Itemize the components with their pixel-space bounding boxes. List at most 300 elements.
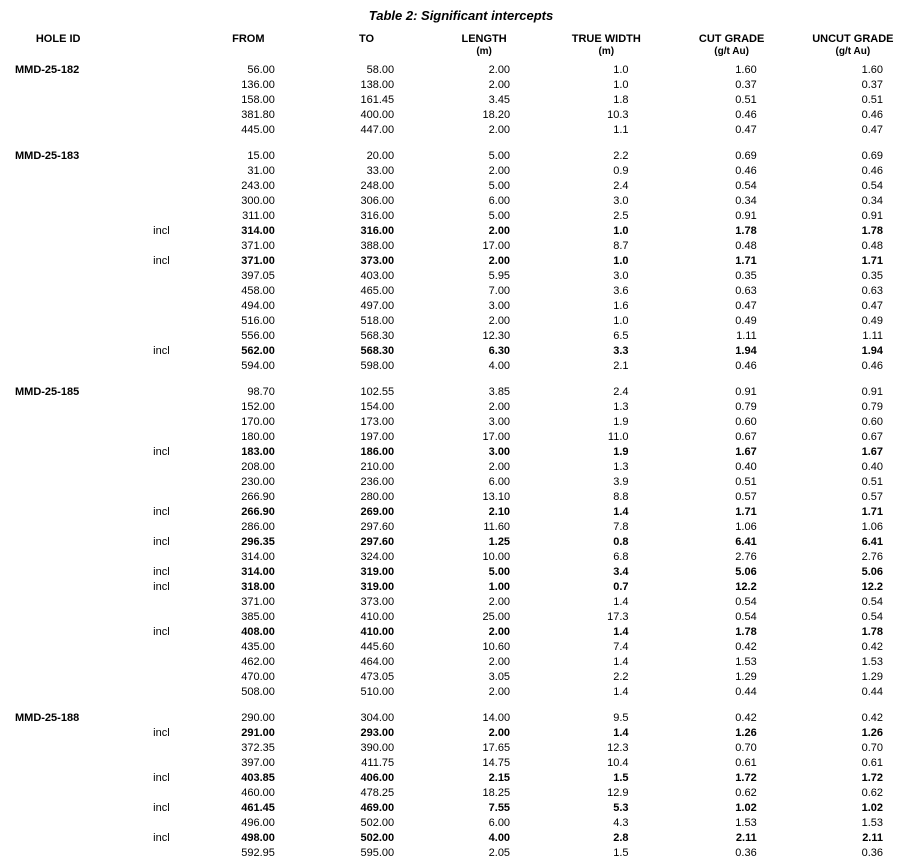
cell-length: 2.00 [488,79,511,92]
cell-uncut-grade: 0.57 [861,491,883,504]
table-row [11,550,911,565]
cell-to: 465.00 [360,285,395,298]
table-row [11,239,911,254]
cell-length: 2.00 [488,64,511,77]
cell-incl: incl [153,225,170,238]
cell-hole-id [11,475,105,490]
document-page [0,8,922,860]
table-row-spacer [11,700,911,711]
table-row [11,93,911,108]
cell-true-width: 2.2 [613,150,629,163]
cell-true-width: 12.9 [607,787,629,800]
cell-length: 2.00 [488,225,511,238]
table-row [11,831,911,846]
cell-to: 403.00 [360,270,395,283]
cell-true-width: 1.4 [613,686,629,699]
cell-cut-grade: 0.35 [735,270,757,283]
cell-length: 2.05 [488,847,511,860]
cell-length: 11.60 [483,521,511,534]
table-row [11,610,911,625]
cell-true-width: 1.3 [613,401,629,414]
cell-cut-grade: 0.51 [735,94,757,107]
table-row [11,269,911,284]
column-header-uncut-grade [795,33,911,63]
cell-hole-id [11,816,105,831]
cell-cut-grade: 0.57 [735,491,757,504]
cell-to: 478.25 [360,787,395,800]
cell-incl [105,314,183,329]
cell-uncut-grade: 0.34 [861,195,883,208]
cell-cut-grade: 2.76 [735,551,757,564]
table-row [11,786,911,801]
spacer-cell [11,138,911,149]
cell-uncut-grade: 0.63 [861,285,883,298]
cell-cut-grade: 1.78 [735,225,757,238]
cell-length: 6.00 [488,476,511,489]
cell-hole-id [11,640,105,655]
cell-to: 497.00 [360,300,395,313]
cell-true-width: 1.0 [613,79,629,92]
table-row [11,78,911,93]
cell-true-width: 11.0 [607,431,629,444]
cell-to: 20.00 [366,150,395,163]
cell-cut-grade: 1.67 [735,446,757,459]
table-row [11,726,911,741]
cell-uncut-grade: 0.46 [861,360,883,373]
cell-uncut-grade: 1.11 [862,330,883,343]
cell-true-width: 3.6 [613,285,629,298]
cell-cut-grade: 1.53 [735,817,757,830]
column-header-cut-grade-label: CUT GRADE [698,33,765,45]
table-row [11,224,911,239]
cell-from: 470.00 [241,671,275,684]
cell-to: 280.00 [360,491,395,504]
cell-uncut-grade: 0.67 [861,431,883,444]
cell-length: 17.65 [482,742,511,755]
cell-hole-id [11,284,105,299]
cell-incl [105,108,183,123]
cell-uncut-grade: 1.71 [861,255,883,268]
cell-true-width: 1.0 [613,315,629,328]
table-row [11,344,911,359]
cell-length: 2.10 [488,506,511,519]
cell-true-width: 9.5 [613,712,629,725]
cell-incl: incl [153,802,170,815]
cell-length: 5.00 [488,210,511,223]
table-row [11,640,911,655]
cell-from: 397.00 [241,757,275,770]
cell-to: 297.60 [360,521,395,534]
cell-uncut-grade: 0.91 [861,386,883,399]
table-row [11,254,911,269]
cell-true-width: 1.0 [613,225,629,238]
cell-length: 5.95 [488,270,511,283]
cell-cut-grade: 1.11 [736,330,757,343]
cell-hole-id [11,269,105,284]
cell-incl [105,63,183,78]
cell-uncut-grade: 0.40 [861,461,883,474]
cell-uncut-grade: 0.91 [861,210,883,223]
table-row [11,816,911,831]
cell-from: 318.00 [241,581,275,594]
cell-from: 445.00 [241,124,275,137]
table-row [11,209,911,224]
cell-true-width: 5.3 [613,802,629,815]
cell-from: 15.00 [247,150,275,163]
cell-incl [105,299,183,314]
cell-incl [105,385,183,400]
table-row [11,284,911,299]
cell-uncut-grade: 0.51 [861,476,883,489]
cell-hole-id [11,254,105,269]
cell-to: 447.00 [360,124,395,137]
cell-from: 314.00 [241,225,275,238]
cell-incl: incl [153,581,170,594]
cell-hole-id [11,239,105,254]
cell-cut-grade: 1.71 [735,255,757,268]
cell-hole-id [11,123,105,138]
cell-cut-grade: 0.36 [735,847,757,860]
column-header-hole-id [11,33,105,63]
cell-uncut-grade: 0.35 [861,270,883,283]
cell-true-width: 2.4 [613,386,629,399]
cell-from: 381.80 [241,109,275,122]
cell-hole-id [11,625,105,640]
cell-length: 18.20 [482,109,511,122]
table-row [11,475,911,490]
cell-cut-grade: 5.06 [735,566,757,579]
cell-incl [105,164,183,179]
table-row [11,179,911,194]
cell-cut-grade: 1.53 [735,656,757,669]
cell-length: 2.15 [488,772,511,785]
cell-incl: incl [153,832,170,845]
cell-hole-id [11,786,105,801]
cell-uncut-grade: 0.44 [861,686,883,699]
column-header-from [184,33,303,63]
cell-uncut-grade: 1.02 [861,802,883,815]
cell-length: 2.00 [488,727,511,740]
cell-true-width: 1.5 [613,772,629,785]
cell-uncut-grade: 0.62 [861,787,883,800]
cell-from: 371.00 [241,596,275,609]
cell-from: 403.85 [241,772,275,785]
cell-incl [105,550,183,565]
cell-hole-id [11,726,105,741]
cell-uncut-grade: 1.29 [861,671,883,684]
table-row [11,685,911,700]
cell-true-width: 8.7 [613,240,629,253]
cell-length: 2.00 [488,626,511,639]
cell-true-width: 1.3 [613,461,629,474]
cell-from: 152.00 [241,401,275,414]
column-header-uncut-grade-unit: (g/t Au) [835,45,871,57]
cell-from: 286.00 [241,521,275,534]
cell-incl [105,415,183,430]
cell-to: 236.00 [360,476,395,489]
cell-true-width: 0.9 [613,165,629,178]
cell-incl [105,400,183,415]
cell-incl [105,610,183,625]
cell-true-width: 1.4 [613,656,629,669]
cell-from: 296.35 [241,536,275,549]
cell-length: 5.00 [488,566,511,579]
cell-from: 461.45 [241,802,275,815]
table-row [11,359,911,374]
table-row [11,149,911,164]
cell-length: 17.00 [482,240,511,253]
cell-true-width: 10.3 [607,109,629,122]
cell-length: 7.55 [488,802,511,815]
cell-cut-grade: 1.71 [735,506,757,519]
cell-true-width: 3.9 [613,476,629,489]
cell-uncut-grade: 0.51 [861,94,883,107]
cell-hole-id [11,741,105,756]
cell-incl: incl [153,566,170,579]
table-row [11,400,911,415]
cell-to: 373.00 [360,596,395,609]
cell-true-width: 1.9 [613,416,629,429]
cell-incl [105,284,183,299]
cell-uncut-grade: 0.46 [861,109,883,122]
cell-cut-grade: 0.47 [735,300,757,313]
cell-uncut-grade: 1.53 [861,817,883,830]
cell-hole-id [11,460,105,475]
cell-length: 25.00 [482,611,511,624]
cell-hole-id [11,565,105,580]
cell-to: 595.00 [360,847,395,860]
cell-incl: incl [153,446,170,459]
table-row [11,771,911,786]
cell-hole-id [11,400,105,415]
cell-uncut-grade: 1.71 [861,506,883,519]
cell-incl [105,595,183,610]
cell-to: 210.00 [360,461,395,474]
table-row [11,565,911,580]
cell-incl [105,194,183,209]
cell-incl: incl [153,536,170,549]
table-row [11,329,911,344]
cell-to: 410.00 [360,611,395,624]
cell-to: 373.00 [360,255,395,268]
cell-hole-id [11,224,105,239]
cell-true-width: 1.6 [613,300,629,313]
cell-hole-id [11,78,105,93]
cell-uncut-grade: 0.69 [861,150,883,163]
cell-true-width: 2.2 [613,671,629,684]
cell-true-width: 7.8 [613,521,629,534]
column-header-true-width [544,33,668,63]
table-row [11,445,911,460]
cell-to: 464.00 [360,656,395,669]
cell-hole-id [11,344,105,359]
table-header-row [11,33,911,63]
cell-from: 385.00 [241,611,275,624]
cell-cut-grade: 1.72 [735,772,757,785]
spacer-cell [11,700,911,711]
cell-incl [105,670,183,685]
cell-hole-id [11,329,105,344]
cell-from: 230.00 [241,476,275,489]
cell-true-width: 3.0 [613,270,629,283]
cell-true-width: 1.4 [613,626,629,639]
table-row [11,846,911,861]
cell-incl: incl [153,345,170,358]
cell-true-width: 1.4 [613,596,629,609]
table-row [11,711,911,726]
cell-incl [105,756,183,771]
cell-uncut-grade: 1.67 [861,446,883,459]
cell-uncut-grade: 0.47 [861,300,883,313]
cell-cut-grade: 0.54 [735,611,757,624]
cell-incl: incl [153,255,170,268]
cell-cut-grade: 0.54 [735,596,757,609]
cell-cut-grade: 1.94 [735,345,757,358]
cell-to: 445.60 [360,641,395,654]
cell-length: 10.60 [482,641,511,654]
cell-from: 408.00 [241,626,275,639]
cell-length: 3.45 [488,94,511,107]
cell-length: 2.00 [488,596,511,609]
column-header-length [424,33,544,63]
cell-incl [105,520,183,535]
cell-from: 562.00 [241,345,275,358]
cell-incl [105,460,183,475]
cell-hole-id [11,520,105,535]
cell-cut-grade: 1.29 [735,671,757,684]
cell-to: 304.00 [360,712,395,725]
cell-true-width: 3.4 [613,566,629,579]
cell-uncut-grade: 0.37 [861,79,883,92]
table-row [11,670,911,685]
cell-from: 266.90 [241,506,275,519]
cell-from: 300.00 [241,195,275,208]
table-row [11,520,911,535]
cell-hole-id [11,209,105,224]
cell-from: 290.00 [241,712,275,725]
table-row [11,385,911,400]
cell-hole-id [11,670,105,685]
cell-uncut-grade: 6.41 [861,536,883,549]
cell-true-width: 1.9 [613,446,629,459]
cell-uncut-grade: 1.53 [861,656,883,669]
column-header-length-label: LENGTH [461,33,507,45]
cell-to: 102.55 [360,386,395,399]
cell-from: 180.00 [241,431,275,444]
cell-from: 397.05 [241,270,275,283]
cell-incl [105,359,183,374]
cell-hole-id [11,610,105,625]
cell-hole-id [11,771,105,786]
cell-length: 14.75 [482,757,511,770]
cell-to: 161.45 [360,94,395,107]
cell-from: 314.00 [241,551,275,564]
cell-hole-id [11,490,105,505]
cell-to: 297.60 [360,536,395,549]
cell-length: 7.00 [488,285,511,298]
cell-to: 316.00 [360,225,395,238]
cell-cut-grade: 0.63 [735,285,757,298]
cell-hole-id [11,550,105,565]
cell-incl [105,741,183,756]
cell-hole-id: MMD-25-182 [15,64,80,77]
column-header-cut-grade-unit: (g/t Au) [714,45,749,57]
cell-uncut-grade: 12.2 [861,581,883,594]
cell-to: 319.00 [360,581,395,594]
cell-true-width: 10.4 [607,757,629,770]
cell-true-width: 7.4 [613,641,629,654]
column-header-uncut-grade-label: UNCUT GRADE [812,33,894,45]
cell-to: 33.00 [366,165,395,178]
cell-true-width: 6.8 [613,551,629,564]
table-row [11,741,911,756]
cell-true-width: 4.3 [613,817,629,830]
cell-to: 154.00 [360,401,395,414]
cell-cut-grade: 0.47 [735,124,757,137]
column-header-from-label: FROM [232,33,265,45]
cell-uncut-grade: 0.36 [861,847,883,860]
column-header-to-label: TO [358,33,375,45]
cell-incl [105,123,183,138]
cell-length: 5.00 [488,150,511,163]
cell-uncut-grade: 0.42 [861,641,883,654]
column-header-hole-id-label: HOLE ID [35,33,81,45]
cell-to: 598.00 [360,360,395,373]
cell-true-width: 6.5 [613,330,629,343]
cell-from: 56.00 [247,64,275,77]
cell-to: 388.00 [360,240,395,253]
table-row [11,460,911,475]
cell-hole-id [11,415,105,430]
cell-to: 293.00 [360,727,395,740]
cell-hole-id [11,801,105,816]
cell-hole-id [11,299,105,314]
cell-uncut-grade: 0.46 [861,165,883,178]
cell-to: 248.00 [360,180,395,193]
cell-length: 14.00 [482,712,511,725]
cell-incl [105,846,183,861]
cell-uncut-grade: 0.54 [861,611,883,624]
table-header [11,33,911,63]
cell-cut-grade: 0.46 [735,109,757,122]
cell-to: 186.00 [360,446,395,459]
cell-length: 5.00 [488,180,511,193]
cell-true-width: 2.8 [613,832,629,845]
cell-hole-id [11,194,105,209]
cell-cut-grade: 0.42 [735,641,757,654]
cell-cut-grade: 0.42 [735,712,757,725]
cell-to: 502.00 [360,817,395,830]
cell-from: 170.00 [241,416,275,429]
cell-cut-grade: 1.78 [735,626,757,639]
cell-to: 138.00 [360,79,395,92]
table-row [11,415,911,430]
cell-hole-id [11,359,105,374]
cell-incl [105,179,183,194]
cell-from: 462.00 [241,656,275,669]
cell-cut-grade: 2.11 [735,832,757,845]
cell-length: 3.05 [488,671,511,684]
cell-length: 2.00 [488,401,511,414]
cell-from: 494.00 [241,300,275,313]
cell-length: 1.25 [488,536,511,549]
cell-length: 6.30 [488,345,511,358]
cell-to: 390.00 [360,742,395,755]
cell-true-width: 1.4 [613,727,629,740]
cell-true-width: 1.5 [613,847,629,860]
cell-from: 496.00 [241,817,275,830]
column-header-true-width-unit: (m) [598,45,615,57]
